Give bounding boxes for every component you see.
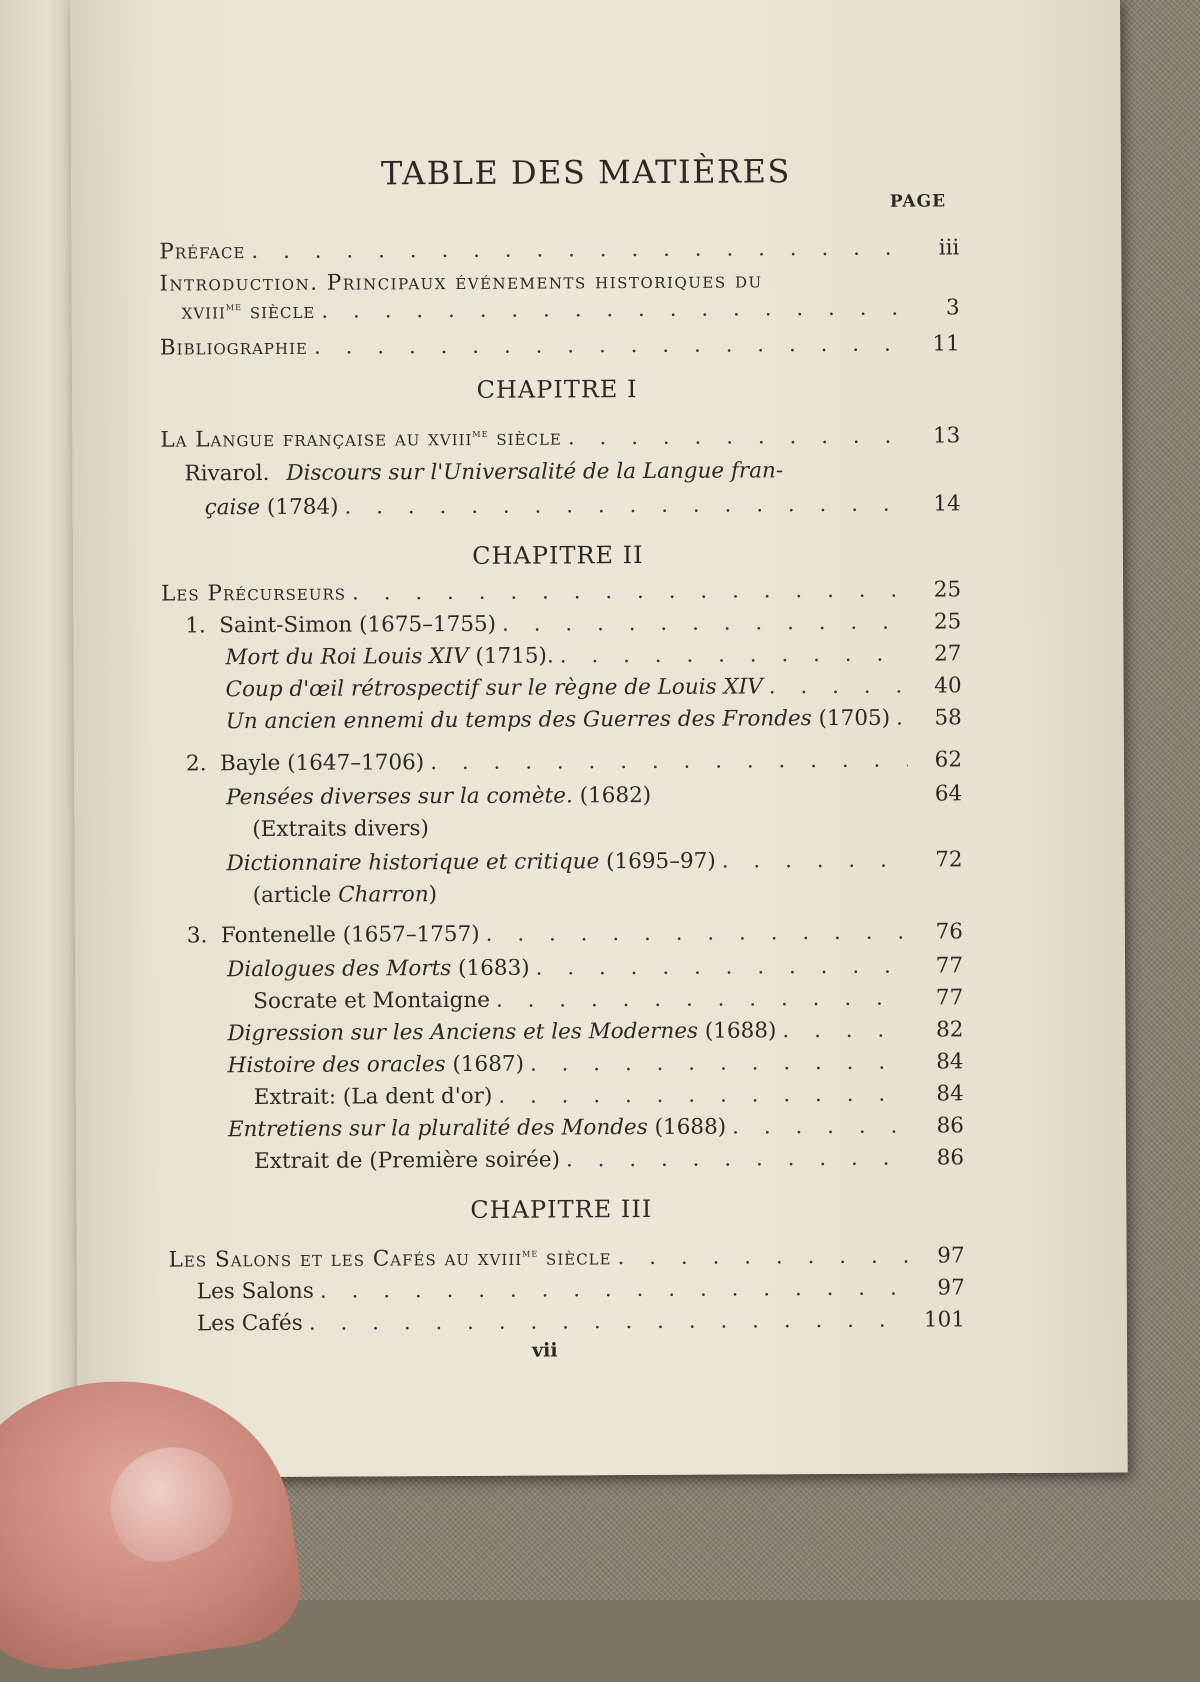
toc-entry-bayle: 2. Bayle (1647–1706) . . . 62: [186, 747, 962, 776]
chapter-2-heading: CHAPITRE II: [472, 541, 644, 570]
toc-entry-rivarol-cont: çaise (1784) . . . 14: [205, 491, 961, 520]
toc-entry-les-salons: Les Salons . . . 97: [197, 1275, 965, 1304]
chapter-1-heading: CHAPITRE I: [476, 375, 638, 404]
toc-entry-langue-francaise: La Langue française au xviii$^{me}$ siècle . . . 13: [160, 423, 960, 452]
toc-entry-entretiens: Entretiens sur la pluralité des Mondes (1688) . . . 86: [228, 1113, 964, 1142]
toc-entry-extrait-soiree: Extrait de (Première soirée) . . . 86: [254, 1145, 964, 1174]
toc-entry-bibliographie: Bibliographie . . . 11: [160, 331, 960, 360]
page-folio: vii: [532, 1339, 558, 1362]
toc-entry-introduction-cont: xviii$^{me}$ siècle . . . 3: [182, 295, 960, 324]
toc-entry-preface: Préface . . . iii: [159, 235, 959, 264]
chapter-3-heading: CHAPITRE III: [470, 1194, 653, 1224]
toc-entry-ancien-ennemi: Un ancien ennemi du temps des Guerres des Frondes (1705) . . . 58: [226, 705, 962, 734]
page-column-header: PAGE: [889, 191, 947, 212]
toc-subentry-article-charron: (article Charron): [252, 882, 438, 909]
toc-entry-socrate-montaigne: Socrate et Montaigne . . . 77: [253, 985, 963, 1014]
facing-page-edge: [0, 0, 78, 1490]
toc-entry-fontenelle: 3. Fontenelle (1657–1757) . . . 76: [187, 919, 963, 948]
toc-entry-les-cafes: Les Cafés . . . 101: [197, 1307, 965, 1336]
page-title: TABLE DES MATIÈRES: [380, 152, 791, 193]
toc-entry-coup-doeil: Coup d'œil rétrospectif sur le règne de Louis XIV . . . 40: [226, 673, 962, 702]
toc-entry-dialogues-des-morts: Dialogues des Morts (1683) . . . 77: [227, 953, 963, 982]
toc-entry-extrait-dent: Extrait: (La dent d'or) . . . 84: [254, 1081, 964, 1110]
toc-entry-dictionnaire: Dictionnaire historique et critique (1695–97) . . . 72: [226, 847, 962, 876]
toc-entry-introduction: Introduction. Principaux événements historiques du: [159, 268, 763, 297]
toc-entry-precurseurs: Les Précurseurs . . . 25: [161, 577, 961, 606]
toc-entry-mort-louis-xiv: Mort du Roi Louis XIV (1715). . . . 27: [225, 641, 961, 670]
toc-entry-histoire-oracles: Histoire des oracles (1687) . . . 84: [228, 1049, 964, 1078]
toc-entry-salons-cafes: Les Salons et les Cafés au xviii$^{me}$ siècle . . . 97: [169, 1243, 965, 1272]
book-page: [70, 0, 1128, 1478]
toc-subentry-extraits-divers: (Extraits divers): [252, 816, 429, 843]
toc-entry-digression: Digression sur les Anciens et les Modernes (1688) . . . 82: [227, 1017, 963, 1046]
toc-entry-pensees-diverses: Pensées diverses sur la comète. (1682) 64: [226, 781, 963, 811]
table-of-contents: [70, 0, 1128, 1478]
toc-entry-saint-simon: 1. Saint-Simon (1675–1755) . . . 25: [185, 609, 961, 638]
toc-entry-rivarol: Rivarol. Discours sur l'Universalité de la Langue fran-: [184, 458, 784, 487]
